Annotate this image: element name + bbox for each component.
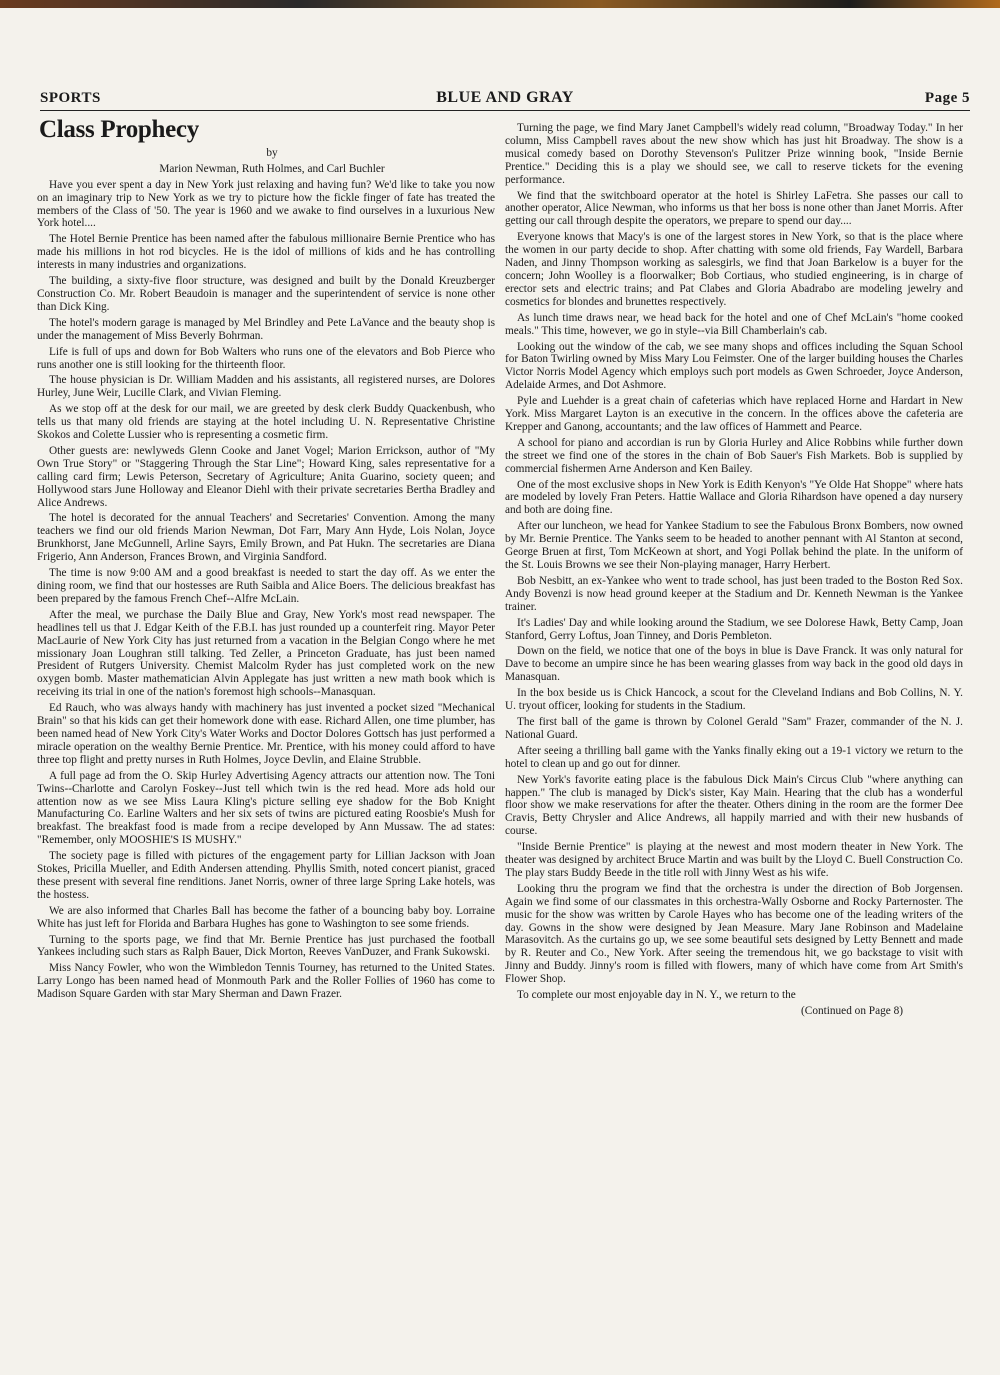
article-paragraph: The hotel is decorated for the annual Teachers' and Secretaries' Convention. Among the many teachers we find our old friends Marion Newman, Dot Farr, Mary Ann Hyde, Lois Nolan, Joyce Brunkhorst, Jane McGunnell, Arline Sayrs, Emily Brown, and Pat Hukn. The secretaries are Diana Frigerio, Ann Anderson, Frances Brown, and Virginia Sandford. [37, 512, 495, 564]
article-paragraph: The Hotel Bernie Prentice has been named after the fabulous millionaire Bernie Prentice who has made his millions in hot rod bicycles. He is the idol of millions of kids and he has controlling interests in many industries and organizations. [37, 233, 495, 272]
article-paragraph: We are also informed that Charles Ball has become the father of a bouncing baby boy. Lorraine White has just left for Florida and Barbara Hughes has gone to Washington to see some friends. [37, 904, 495, 930]
article-paragraph: Turning the page, we find Mary Janet Campbell's widely read column, "Broadway Today." In her column, Miss Campbell raves about the new show which has just hit Broadway. The show is a musical comedy based on Dorothy Stevenson's Pulitzer Prize winning book, "Inside Bernie Prentice." Deciding this is a play we should see, we call to reserve tickets for the evening performance. [505, 122, 963, 186]
article-paragraph: The first ball of the game is thrown by Colonel Gerald "Sam" Frazer, commander of the N. J. National Guard. [505, 715, 963, 741]
article-paragraph: Looking out the window of the cab, we see many shops and offices including the Squan School for Baton Twirling owned by Miss Mary Lou Feimster. One of the larger building houses the Charles Victor Norris Model Agency which employs such port models as Gwen Schroeder, Joyce Anderson, Adelaide Armes, and Dot Ashmore. [505, 340, 963, 392]
article-paragraph: Down on the field, we notice that one of the boys in blue is Dave Franck. It was only natural for Dave to become an umpire since he has been wearing glasses from way back in the good old days in Manasquan. [505, 645, 963, 684]
authors: Marion Newman, Ruth Holmes, and Carl Buchler [159, 162, 385, 175]
article-title: Class Prophecy [39, 116, 199, 143]
article-paragraph: The time is now 9:00 AM and a good breakfast is needed to start the day off. As we enter the dining room, we find that our hostesses are Ruth Saibla and Alice Boers. The delicious breakfast has been prepared by the famous French Chef--Alfre McLain. [37, 567, 495, 605]
section-name: SPORTS [40, 90, 101, 106]
article-paragraph: As lunch time draws near, we head back for the hotel and one of Chef McLain's "home cooked meals." This time, however, we go in style--via Bill Chamberlain's cab. [505, 311, 963, 337]
article-paragraph: "Inside Bernie Prentice" is playing at the newest and most modern theater in New York. The theater was designed by architect Bruce Martin and was built by the Lloyd C. Buell Construction Co. The play stars Buddy Beede in the title roll with Jinny West as his wife. [505, 841, 963, 879]
article-paragraph: In the box beside us is Chick Hancock, a scout for the Cleveland Indians and Bob Collins, N. Y. U. tryout officer, looking for students in the Stadium. [505, 687, 963, 713]
article-paragraph: As we stop off at the desk for our mail, we are greeted by desk clerk Buddy Quackenbush, who tells us that many old friends are staying at the hotel including U. N. Representative Christine Skokos and Colette Lussier who is representing a cosmetic firm. [37, 403, 495, 442]
left-column [37, 116, 495, 1004]
article-paragraph: Turning to the sports page, we find that Mr. Bernie Prentice has just purchased the football Yankees including such stars as Ralph Bauer, Dick Morton, Reeves VanDuzer, and Frank Sukowski. [37, 933, 495, 959]
continued-note: (Continued on Page 8) [801, 1005, 903, 1017]
left-body [37, 179, 495, 1001]
paper-name: BLUE AND GRAY [436, 89, 574, 106]
page-number: Page 5 [924, 90, 970, 106]
article-paragraph: After the meal, we purchase the Daily Blue and Gray, New York's most read newspaper. The headlines tell us that J. Edgar Keith of the F.B.I. has just rounded up a counterfeit ring. Mayor Peter MacLaurie of New York City has just returned from a vacation in the Belgian Congo where he met missionary Joan Loughran still talking. Ted Zeller, a Princeton Graduate, has just been named President of Rutgers University. Chemist Malcolm Ryder has just completed work on the new oxygen bomb. Master mathematician Alvin Applegate has just written a new math book which is receiving its trial in one of the nation's foremost high schools--Manasquan. [37, 608, 495, 699]
article-paragraph: The house physician is Dr. William Madden and his assistants, all registered nurses, are Dolores Hurley, June Weir, Lucille Clark, and Vivian Fleming. [37, 374, 495, 400]
article-paragraph: A school for piano and accordian is run by Gloria Hurley and Alice Robbins while further down the street we find one of the stores in the chain of Bob Sauer's Fish Markets. Bob is supplied by commercial fishermen Arne Anderson and Ken Bailey. [505, 436, 963, 475]
article-paragraph: Ed Rauch, who was always handy with machinery has just invented a pocket sized "Mechanical Brain" so that his kids can get their homework done with ease. Richard Allen, one time plumber, has been named head of New York City's Water Works and Doctor Dolores Gottsch has just performed a miracle operation on the wealthy Bernie Prentice. Mr. Prentice, with his money could afford to have three top flight and pretty nurses in Ruth Holmes, Joyce Devlin, and Elaine Strubble. [37, 702, 495, 766]
article-paragraph: To complete our most enjoyable day in N. Y., we return to the [517, 989, 796, 1002]
right-column [505, 122, 963, 1021]
article-paragraph: Everyone knows that Macy's is one of the largest stores in New York, so that is the place where the women in our party decide to shop. After chatting with some old friends, Fay Wardell, Barbara Naden, and Jinny Thompson working as salesgirls, we find that Joan Barkelow is a buyer for the concern; John Woolley is a floorwalker; Bob Cortiaus, who studied engineering, is in charge of erector sets and electric trains; and Pat Clabes and Gloria Abadrabo are modeling jewelry and cosmetics for blondes and brunettes respectively. [505, 231, 963, 308]
top-edge-stripe [0, 0, 1000, 8]
article-paragraph: The building, a sixty-five floor structure, was designed and built by the Donald Kreuzberger Construction Co. Mr. Robert Beaudoin is manager and the superintendent of service is none other than Dick King. [37, 275, 495, 313]
article-paragraph: After seeing a thrilling ball game with the Yanks finally eking out a 19-1 victory we return to the hotel to clean up and go out for dinner. [505, 744, 963, 770]
article-paragraph: Miss Nancy Fowler, who won the Wimbledon Tennis Tourney, has returned to the United States. Larry Longo has been named head of Monmouth Park and the Roller Follies of 1960 has come to Madison Square Garden with star Mary Sherman and Dawn Frazer. [37, 962, 495, 1001]
article-paragraph: Looking thru the program we find that the orchestra is under the direction of Bob Jorgensen. Again we find some of our classmates in this orchestra-Wally Osborne and Rocky Parternoster. The music for the show was written by Carole Hayes who has become one of the leading writers of the day. Gowns in the show were designed by Jean Measure. Mary Jane Robinson and Madelaine Marasovitch. As the curtains go up, we see some beautiful sets designed by Letty Bennett and made by R. Reuter and Co., New York. After seeing the tremendous hit, we go backstage to visit with Jinny and Buddy. Jinny's room is filled with flowers, many of which have come from Art Smith's Flower Shop. [505, 882, 963, 986]
right-body [505, 122, 963, 1002]
article-paragraph: It's Ladies' Day and while looking around the Stadium, we see Dolorese Hawk, Betty Camp, Joan Stanford, Gerry Loftus, Joan Tinney, and Doris Pembleton. [505, 616, 963, 642]
byline: by [266, 146, 278, 159]
article-paragraph: After our luncheon, we head for Yankee Stadium to see the Fabulous Bronx Bombers, now owned by Mr. Bernie Prentice. The Yanks seem to be headed to another pennant with Al Stanton at second, George Bruen at first, Tom McKeown at short, and Yogi Pollak behind the plate. In the uniform of the St. Louis Browns we see their Non-playing manager, Harry Herbert. [505, 520, 963, 571]
article-paragraph: Pyle and Luehder is a great chain of cafeterias which have replaced Horne and Hardart in New York. Miss Margaret Layton is an executive in the concern. In the offices above the cafeteria are Krepper and Ganong, accountants; and the law offices of Hammett and Pearce. [505, 395, 963, 433]
page-header [40, 84, 970, 111]
article-paragraph: Have you ever spent a day in New York just relaxing and having fun? We'd like to take you now on an imaginary trip to New York as we try to picture how the fickle finger of fate has treated the members of the Class of '50. The year is 1960 and we awake to find ourselves in a luxurious New York hotel.... [37, 178, 495, 230]
article-paragraph: Bob Nesbitt, an ex-Yankee who went to trade school, has just been traded to the Boston Red Sox. Andy Bovenzi is now head ground keeper at the Stadium and Dr. Kenneth Newman is the Yankee trainer. [505, 574, 963, 613]
article-paragraph: Other guests are: newlyweds Glenn Cooke and Janet Vogel; Marion Errickson, author of "My Own True Story" or "Staggering Through the Star Line"; Howard King, sales representative for a calling card firm; Lewis Peterson, Secretary of Agriculture; Anita Guarino, society queen; and Hollywood stars June Holloway and Eleanor Diehl with their private secretaries Bertha Bradley and Alice Andrews. [37, 444, 495, 509]
article-paragraph: One of the most exclusive shops in New York is Edith Kenyon's "Ye Olde Hat Shoppe" where hats are modeled by lovely Fran Peters. Hattie Wallace and Gloria Rihardson have opened a day nursery and both are doing fine. [505, 478, 963, 517]
article-paragraph: Life is full of ups and down for Bob Walters who runs one of the elevators and Bob Pierce who runs another one is still looking for the thirteenth floor. [37, 345, 495, 371]
article-paragraph: We find that the switchboard operator at the hotel is Shirley LaFetra. She passes our call to another operator, Alice Newman, who informs us that her boss is none other than Janet Morris. After getting our call through despite the operators, we prepare to spend our day.... [505, 189, 963, 228]
article-paragraph: New York's favorite eating place is the fabulous Dick Main's Circus Club "where anything can happen." The club is managed by Dick's sister, Kay Main. Hearing that the club has a wonderful floor show we make reservations for after the theater. Others dining in the room are the former Dee Cravis, Betty Chrysler and Alice Andrews, all happily married and with their new husbands of course. [505, 773, 963, 838]
article-paragraph: The society page is filled with pictures of the engagement party for Lillian Jackson with Joan Stokes, Pricilla Mueller, and Edith Andersen attending. Phyllis Smith, noted concert pianist, graced these present with several fine renditions. Janet Norris, owner of three large Spring Lake hotels, was the hostess. [37, 850, 495, 901]
article-paragraph: A full page ad from the O. Skip Hurley Advertising Agency attracts our attention now. The Toni Twins--Charlotte and Carolyn Foskey--Just tell which twin is the red head. More ads hold our attention now as we see Miss Laura Kling's picture selling eye shadow for the Bob Knight Manufacturing Co. Earline Walters and her six sets of twins are pictured eating Roosbie's Mush for breakfast. The breakfast food is made from a recipe developed by Ann Mussaw. The ad states: "Remember, only MOOSHIE'S IS MUSHY." [37, 769, 495, 847]
article-paragraph: The hotel's modern garage is managed by Mel Brindley and Pete LaVance and the beauty shop is under the management of Miss Beverly Bohrman. [37, 316, 495, 342]
